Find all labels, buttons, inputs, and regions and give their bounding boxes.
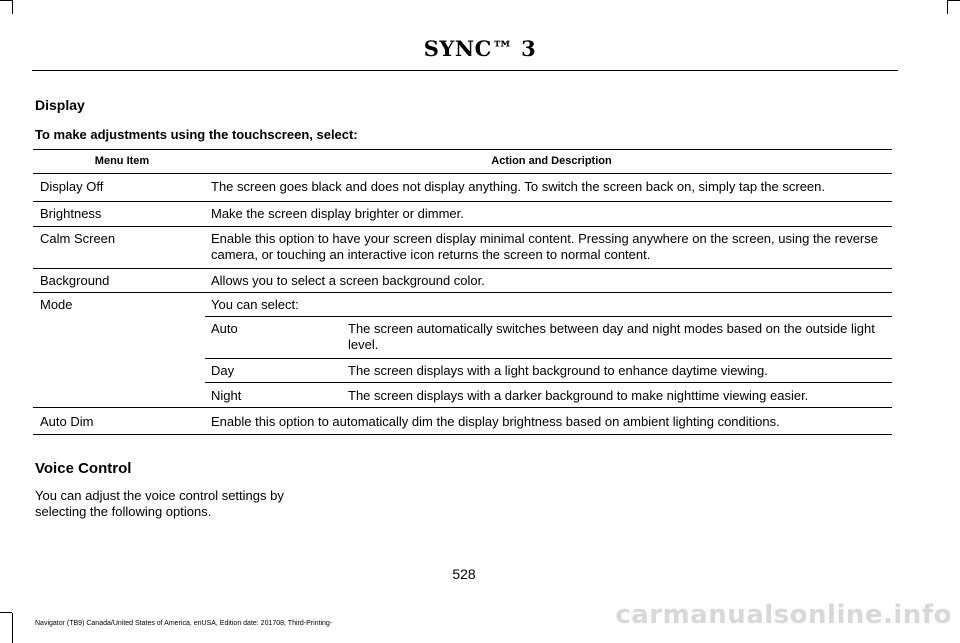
row-desc: Enable this option to automatically dim the display brightness based on ambient lighting conditions. bbox=[211, 414, 780, 429]
subtable-rule bbox=[205, 382, 892, 383]
mode-option: Night bbox=[211, 388, 242, 403]
header-rule bbox=[32, 70, 898, 71]
mode-option-desc: The screen automatically switches between day and night modes based on the outside light level. bbox=[348, 321, 875, 352]
column-header-menu-item: Menu Item bbox=[94, 155, 150, 167]
table-rule bbox=[33, 226, 892, 227]
table-rule bbox=[33, 434, 892, 435]
crop-mark bbox=[947, 0, 948, 14]
row-desc: Allows you to select a screen background color. bbox=[211, 273, 485, 288]
footer-edition: Navigator (TB9) Canada/United States of America, enUSA, Edition date: 201708, Third-Printing- bbox=[35, 620, 333, 627]
crop-mark bbox=[948, 0, 960, 1]
subtable-rule bbox=[205, 316, 892, 317]
voice-heading: Voice Control bbox=[35, 460, 132, 477]
section-intro: To make adjustments using the touchscreen, select: bbox=[35, 127, 358, 142]
section-heading: Display bbox=[35, 97, 85, 113]
row-desc: You can select: bbox=[211, 297, 299, 312]
voice-text: You can adjust the voice control settings by selecting the following options. bbox=[35, 488, 284, 519]
page-header-title: SYNC™ 3 bbox=[423, 36, 537, 61]
row-item: Display Off bbox=[40, 179, 104, 194]
row-desc: The screen goes black and does not display anything. To switch the screen back on, simply tap the screen. bbox=[211, 179, 825, 194]
row-item: Background bbox=[40, 273, 110, 288]
row-desc: Enable this option to have your screen display minimal content. Pressing anywhere on the screen, using the reverse camera, or touching an interactive icon returns the screen to normal content. bbox=[211, 231, 878, 262]
page-number: 528 bbox=[452, 566, 476, 582]
column-header-action: Action and Description bbox=[491, 155, 612, 167]
row-item: Auto Dim bbox=[40, 414, 94, 429]
row-desc: Make the screen display brighter or dimmer. bbox=[211, 206, 464, 221]
crop-mark bbox=[0, 0, 12, 1]
watermark: carmanualsonline.info bbox=[615, 600, 952, 630]
mode-option: Day bbox=[211, 363, 235, 378]
mode-option-desc: The screen displays with a darker background to make nighttime viewing easier. bbox=[348, 388, 809, 403]
mode-option: Auto bbox=[211, 321, 238, 336]
table-rule bbox=[33, 268, 892, 269]
row-item: Calm Screen bbox=[40, 231, 116, 246]
mode-option-desc: The screen displays with a light background to enhance daytime viewing. bbox=[348, 363, 768, 378]
crop-mark bbox=[12, 0, 13, 14]
table-rule bbox=[33, 292, 892, 293]
crop-mark bbox=[12, 613, 13, 643]
table-rule bbox=[33, 201, 892, 202]
crop-mark bbox=[0, 612, 12, 613]
row-item: Mode bbox=[40, 297, 73, 312]
table-rule bbox=[33, 407, 892, 408]
settings-table bbox=[33, 149, 892, 438]
subtable-rule bbox=[205, 358, 892, 359]
table-rule bbox=[33, 173, 892, 174]
row-item: Brightness bbox=[40, 206, 102, 221]
